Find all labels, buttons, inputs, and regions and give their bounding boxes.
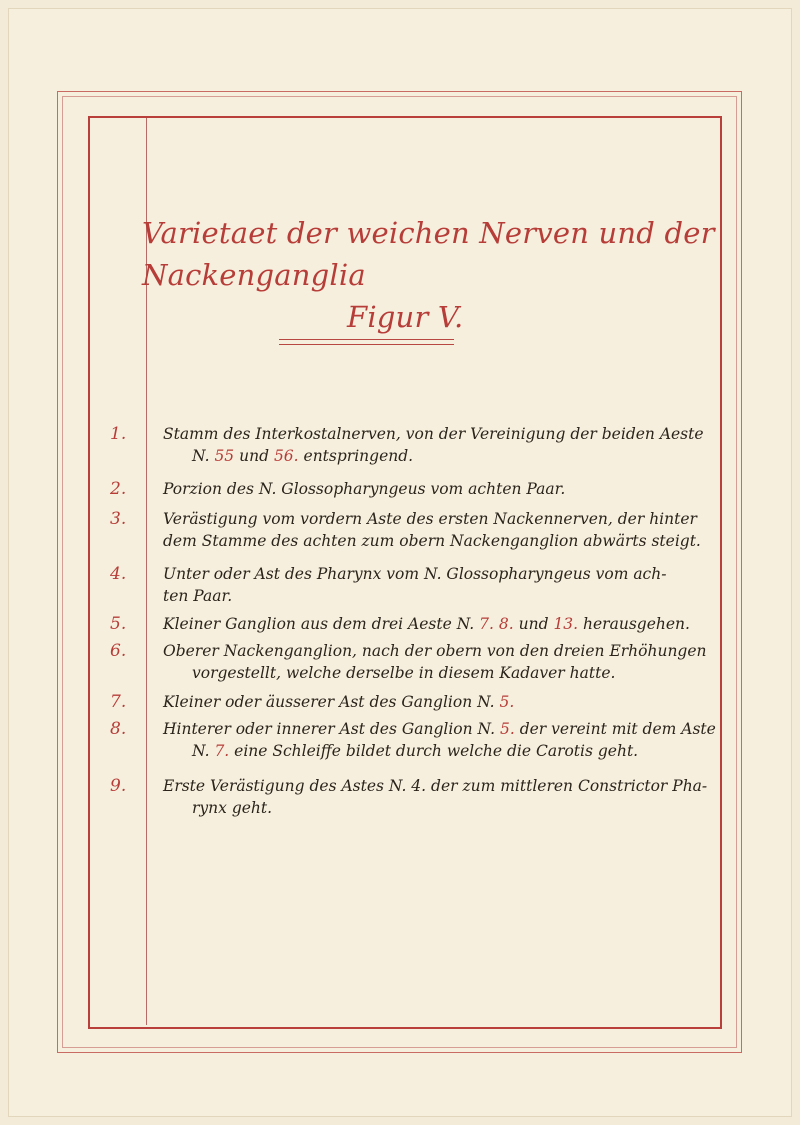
item-number: 6. bbox=[110, 641, 127, 661]
item-line: rynx geht. bbox=[192, 799, 273, 817]
title-underline bbox=[279, 339, 454, 345]
item-line: Stamm des Interkostalnerven, von der Vereinigung der beiden Aeste bbox=[163, 425, 704, 443]
item-line: Erste Verästigung des Astes N. 4. der zum mittleren Constrictor Pha- bbox=[163, 777, 708, 795]
item-text: N. bbox=[192, 742, 210, 760]
item-line: Unter oder Ast des Pharynx vom N. Glossopharyngeus vom ach- bbox=[163, 565, 667, 583]
item-text: eine Schleiffe bildet durch welche die Carotis geht. bbox=[234, 742, 639, 760]
item-line: Verästigung vom vordern Aste des ersten Nackennerven, der hinter bbox=[163, 510, 697, 528]
item-number: 1. bbox=[110, 424, 127, 444]
item-text: Kleiner oder äusserer Ast des Ganglion N. bbox=[163, 693, 495, 711]
item-line: Oberer Nackenganglion, nach der obern von den dreien Erhöhungen bbox=[163, 642, 707, 660]
item-line bbox=[163, 445, 723, 467]
item-line: Porzion des N. Glossopharyngeus vom achten Paar. bbox=[163, 480, 566, 498]
item-line bbox=[163, 613, 723, 635]
item-text: und bbox=[239, 447, 269, 465]
item-text: N. bbox=[192, 447, 210, 465]
item-number: 4. bbox=[110, 564, 127, 584]
reference-number: 56. bbox=[273, 447, 299, 465]
item-text: und bbox=[518, 615, 549, 633]
reference-number: 5. bbox=[499, 720, 515, 738]
page-title bbox=[142, 212, 742, 338]
reference-number: 7. 8. bbox=[479, 615, 514, 633]
item-line bbox=[163, 718, 723, 740]
item-number: 5. bbox=[110, 614, 127, 634]
item-text: entspringend. bbox=[303, 447, 414, 465]
item-number: 9. bbox=[110, 776, 127, 796]
item-number: 3. bbox=[110, 509, 127, 529]
reference-number: 7. bbox=[214, 742, 230, 760]
item-line: vorgestellt, welche derselbe in diesem Kadaver hatte. bbox=[192, 664, 616, 682]
reference-number: 13. bbox=[553, 615, 579, 633]
reference-number: 55 bbox=[214, 447, 235, 465]
item-number: 7. bbox=[110, 692, 127, 712]
item-text: der vereint mit dem Aste bbox=[519, 720, 716, 738]
reference-number: 5. bbox=[499, 693, 515, 711]
item-text: Kleiner Ganglion aus dem drei Aeste N. bbox=[163, 615, 475, 633]
item-text: herausgehen. bbox=[583, 615, 690, 633]
item-number: 2. bbox=[110, 479, 127, 499]
item-line: ten Paar. bbox=[163, 587, 233, 605]
item-line bbox=[163, 740, 723, 762]
title-line-2: Figur V. bbox=[347, 300, 464, 334]
item-line: dem Stamme des achten zum obern Nackenganglion abwärts steigt. bbox=[163, 532, 701, 550]
item-number: 8. bbox=[110, 719, 127, 739]
title-line-1: Varietaet der weichen Nerven und der Nackenganglia bbox=[142, 216, 715, 292]
item-line bbox=[163, 691, 723, 713]
item-text: Hinterer oder innerer Ast des Ganglion N. bbox=[163, 720, 496, 738]
